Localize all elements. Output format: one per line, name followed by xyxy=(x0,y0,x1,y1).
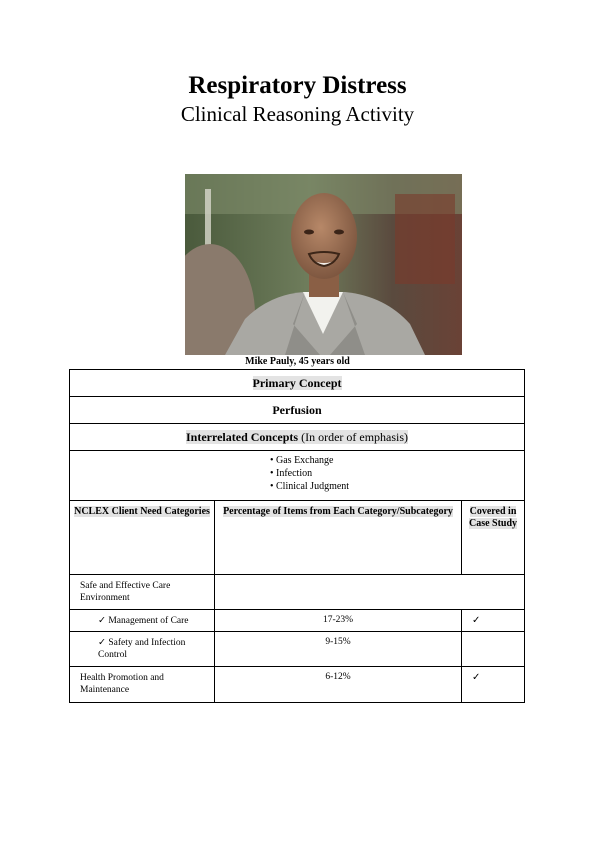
primary-concept-cell xyxy=(70,397,525,424)
covered-check: ✓ xyxy=(462,610,525,632)
covered-check: ✓ xyxy=(462,667,525,703)
concept-table xyxy=(69,369,525,703)
table-row-category: ✓ Management of Care xyxy=(70,610,215,632)
column-header-percentage: Percentage of Items from Each Category/Subcategory xyxy=(215,501,462,575)
table-row-category: Health Promotion and Maintenance xyxy=(70,667,215,703)
column-header-covered: Covered in Case Study xyxy=(462,501,525,575)
patient-photo xyxy=(185,174,462,355)
patient-caption: Mike Pauly, 45 years old xyxy=(245,356,350,367)
table-row-category: Safe and Effective Care Environment xyxy=(70,575,215,610)
table-row-percentage xyxy=(215,575,525,610)
primary-concept-label: Primary Concept xyxy=(252,375,342,390)
interrelated-concepts-list xyxy=(70,451,525,501)
interrelated-label: Interrelated Concepts xyxy=(185,429,299,444)
document-subtitle: Clinical Reasoning Activity xyxy=(180,102,415,126)
list-item: • Infection xyxy=(270,468,313,479)
table-row-category: ✓ Safety and Infection Control xyxy=(70,632,215,667)
primary-concept-header xyxy=(70,370,525,397)
interrelated-concepts-header xyxy=(70,424,525,451)
table-row-percentage: 6-12% xyxy=(215,667,462,703)
interrelated-note: (In order of emphasis) xyxy=(301,429,409,444)
primary-concept-value: Perfusion xyxy=(272,402,322,417)
covered-check xyxy=(462,632,525,667)
table-row-percentage: 9-15% xyxy=(215,632,462,667)
document-title: Respiratory Distress xyxy=(188,72,407,99)
column-header-category: NCLEX Client Need Categories xyxy=(70,501,215,575)
list-item: • Clinical Judgment xyxy=(270,481,350,492)
list-item: • Gas Exchange xyxy=(270,455,334,466)
table-row-percentage: 17-23% xyxy=(215,610,462,632)
